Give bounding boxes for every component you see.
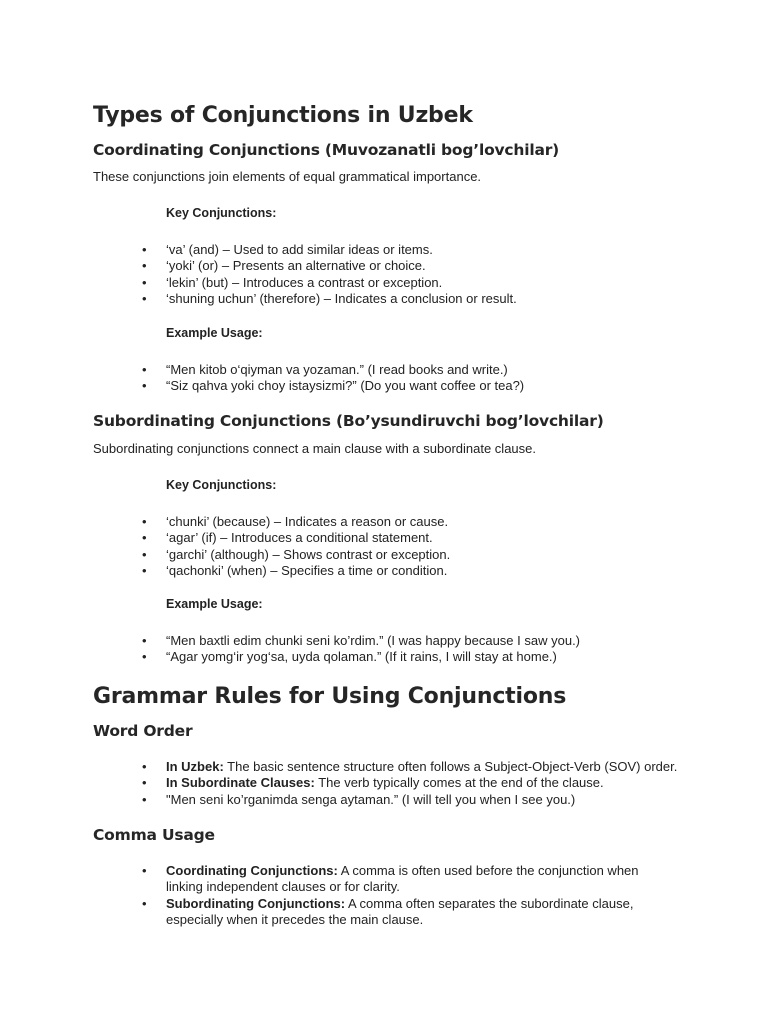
list-item: • ‘yoki’ (or) – Presents an alternative or choice. — [142, 258, 426, 274]
heading-comma-usage: Comma Usage — [93, 826, 215, 844]
bullet-icon: • — [142, 562, 147, 578]
list-item: • ‘qachonki’ (when) – Specifies a time or condition. — [142, 562, 448, 578]
key-label-coordinating: Key Conjunctions: — [166, 206, 277, 220]
list-item: • ‘shuning uchun’ (therefore) – Indicates a conclusion or result. — [142, 290, 517, 306]
list-item: • “Agar yomg‘ir yog‘sa, uyda qolaman.” (If it rains, I will stay at home.) — [142, 649, 557, 665]
bullet-icon: • — [142, 378, 147, 394]
list-item: • ‘agar’ (if) – Introduces a conditional statement. — [142, 530, 433, 546]
heading-subordinating: Subordinating Conjunctions (Bo’ysundiruvchi bog’lovchilar) — [93, 412, 604, 430]
example-list-subordinating — [142, 633, 702, 666]
bullet-icon: • — [142, 546, 147, 562]
bullet-icon: • — [142, 791, 147, 807]
bullet-icon: • — [142, 649, 147, 665]
list-item: • ‘garchi’ (although) – Shows contrast or exception. — [142, 546, 451, 562]
section-title-types: Types of Conjunctions in Uzbek — [93, 103, 473, 128]
bullet-icon: • — [142, 242, 147, 257]
example-list-coordinating — [142, 362, 702, 395]
key-label-subordinating: Key Conjunctions: — [166, 478, 277, 492]
heading-coordinating: Coordinating Conjunctions (Muvozanatli bog’lovchilar) — [93, 141, 560, 159]
bullet-icon: • — [142, 258, 147, 274]
list-item: • "Men seni ko’rganimda senga aytaman.” (I will tell you when I see you.) — [142, 791, 576, 807]
list-item: • In Subordinate Clauses: The verb typically comes at the end of the clause. — [142, 775, 604, 791]
list-item: • “Men baxtli edim chunki seni ko’rdim.” (I was happy because I saw you.) — [142, 633, 581, 648]
bullet-icon: • — [142, 530, 147, 546]
bullet-icon: • — [142, 895, 147, 911]
bullet-icon: • — [142, 274, 147, 290]
key-list-subordinating — [142, 514, 702, 579]
list-item: • “Siz qahva yoki choy istaysizmi?” (Do you want coffee or tea?) — [142, 378, 525, 394]
heading-word-order: Word Order — [93, 722, 193, 740]
bullet-icon: • — [142, 863, 147, 878]
comma-usage-list — [142, 863, 662, 928]
list-item: • ‘chunki’ (because) – Indicates a reason or cause. — [142, 514, 449, 529]
bullet-icon: • — [142, 775, 147, 791]
bullet-icon: • — [142, 633, 147, 648]
word-order-list — [142, 759, 702, 808]
bullet-icon: • — [142, 290, 147, 306]
bullet-icon: • — [142, 514, 147, 529]
section-title-grammar: Grammar Rules for Using Conjunctions — [93, 684, 567, 709]
list-item: • In Uzbek: The basic sentence structure often follows a Subject-Object-Verb (SOV) order. — [142, 759, 678, 774]
key-list-coordinating — [142, 242, 702, 307]
list-item: • ‘va’ (and) – Used to add similar ideas or items. — [142, 242, 433, 257]
example-label-coordinating: Example Usage: — [166, 326, 263, 340]
list-item: • “Men kitob o‘qiyman va yozaman.” (I read books and write.) — [142, 362, 508, 377]
bullet-icon: • — [142, 362, 147, 377]
example-label-subordinating: Example Usage: — [166, 597, 263, 611]
bullet-icon: • — [142, 759, 147, 774]
list-item: • Coordinating Conjunctions: A comma is often used before the conjunction when linking independent clauses or for clarity. — [142, 863, 639, 895]
list-item: • ‘lekin’ (but) – Introduces a contrast or exception. — [142, 274, 443, 290]
intro-subordinating: Subordinating conjunctions connect a main clause with a subordinate clause. — [93, 441, 536, 456]
intro-coordinating: These conjunctions join elements of equal grammatical importance. — [93, 169, 482, 184]
list-item: • Subordinating Conjunctions: A comma often separates the subordinate clause, especially when it precedes the main clause. — [142, 895, 634, 927]
